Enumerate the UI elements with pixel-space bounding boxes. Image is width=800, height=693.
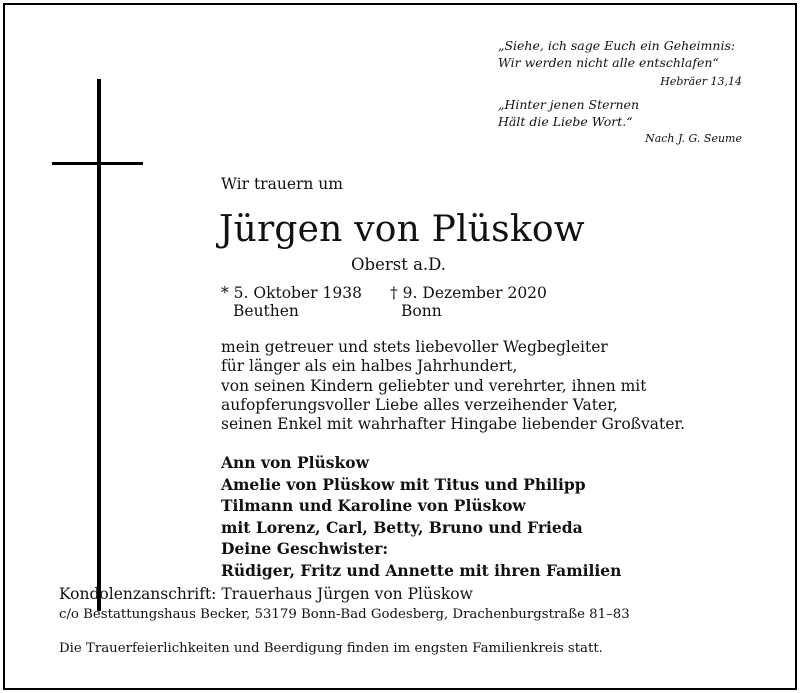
- mourner-line: Tilmann und Karoline von Plüskow: [221, 496, 526, 515]
- mourner-line: Rüdiger, Fritz und Annette mit ihren Familien: [221, 560, 622, 580]
- mourner-line: Amelie von Plüskow mit Titus und Philipp: [221, 474, 586, 494]
- quote-1-line-1: „Siehe, ich sage Euch ein Geheimnis:: [498, 38, 736, 53]
- tribute-line: seinen Enkel mit wahrhafter Hingabe liebender Großvater.: [221, 415, 686, 434]
- mourners-list: [221, 452, 621, 581]
- deceased-name: Jürgen von Plüskow: [219, 209, 585, 250]
- tribute-text: [221, 338, 685, 434]
- funeral-notice: Die Trauerfeierlichkeiten und Beerdigung finden im engsten Familienkreis statt.: [59, 641, 603, 656]
- tribute-line: für länger als ein halbes Jahrhundert,: [221, 357, 518, 376]
- quote-1-source: Hebräer 13,14: [660, 75, 742, 88]
- tribute-line: aufopferungsvoller Liebe alles verzeihender Vater,: [221, 395, 618, 414]
- condolence-address-title: Kondolenzanschrift: Trauerhaus Jürgen von Plüskow: [59, 585, 473, 603]
- tribute-line: von seinen Kindern geliebter und verehrter, ihnen mit: [221, 376, 647, 395]
- death-place: Bonn: [401, 302, 442, 320]
- quote-1-line-2: Wir werden nicht alle entschlafen“: [498, 55, 719, 70]
- condolence-address-detail: c/o Bestattungshaus Becker, 53179 Bonn-Bad Godesberg, Drachenburgstraße 81–83: [59, 607, 630, 622]
- quote-2-source: Nach J. G. Seume: [645, 132, 742, 145]
- deceased-rank: Oberst a.D.: [351, 255, 447, 274]
- mourner-line: mit Lorenz, Carl, Betty, Bruno und Frieda: [221, 517, 583, 537]
- quote-2-line-2: Hält die Liebe Wort.“: [498, 114, 633, 129]
- mourner-line: Deine Geschwister:: [221, 539, 389, 558]
- death-date: † 9. Dezember 2020: [390, 284, 547, 302]
- intro-text: Wir trauern um: [221, 175, 343, 193]
- tribute-line: mein getreuer und stets liebevoller Wegbegleiter: [221, 338, 608, 356]
- birth-date: * 5. Oktober 1938: [221, 284, 362, 302]
- birth-place: Beuthen: [233, 302, 299, 320]
- quote-2-line-1: „Hinter jenen Sternen: [498, 97, 639, 112]
- mourner-line: Ann von Plüskow: [221, 453, 369, 472]
